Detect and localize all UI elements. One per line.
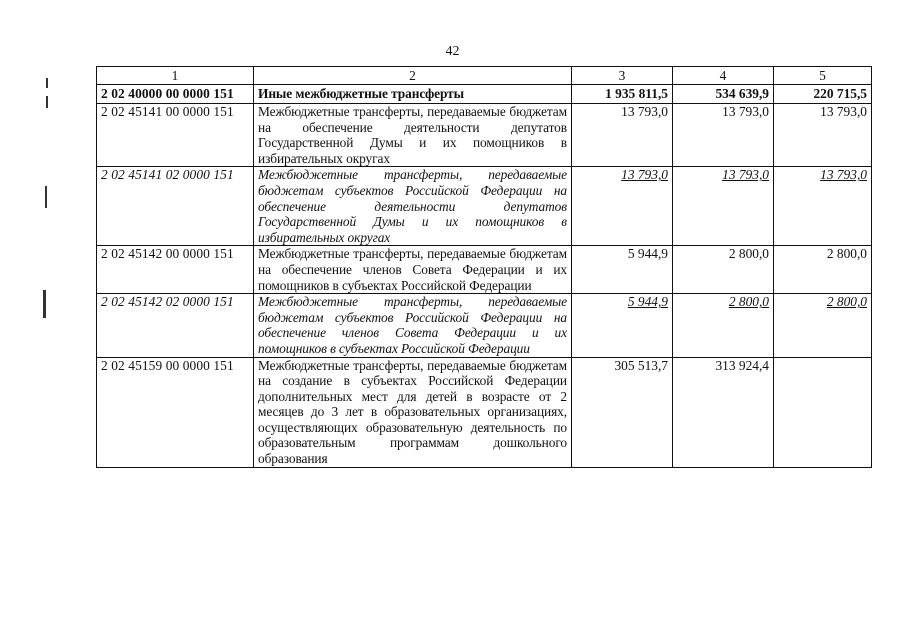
- value-cell: [673, 294, 774, 357]
- code-cell: 2 02 45142 00 0000 151: [97, 246, 254, 294]
- code-cell: 2 02 40000 00 0000 151: [97, 85, 254, 104]
- scan-artifact: [46, 78, 48, 88]
- name-cell: Межбюджетные трансферты, передаваемые бюджетам субъектов Российской Федерации на обеспечение деятельности депутатов Государственной Думы и их помощников в избирательных округах: [254, 167, 572, 246]
- value-text: 13 793,0: [820, 167, 867, 183]
- value-cell: 5 944,9: [572, 246, 673, 294]
- scan-artifact: [46, 96, 48, 108]
- value-text: 13 793,0: [621, 167, 668, 183]
- value-text: 13 793,0: [722, 167, 769, 183]
- value-cell: [572, 294, 673, 357]
- page-number: 42: [445, 44, 460, 59]
- table-row: [97, 357, 872, 467]
- header-row: [97, 67, 872, 85]
- value-cell: [774, 167, 872, 246]
- budget-table: [96, 66, 872, 468]
- scan-artifact: [45, 186, 47, 208]
- value-text: 5 944,9: [627, 294, 668, 310]
- value-text: 2 800,0: [826, 294, 867, 310]
- table-row: [97, 294, 872, 357]
- value-cell: 220 715,5: [774, 85, 872, 104]
- value-cell: [774, 294, 872, 357]
- value-cell: [673, 167, 774, 246]
- code-cell: 2 02 45141 00 0000 151: [97, 104, 254, 167]
- code-cell: 2 02 45159 00 0000 151: [97, 357, 254, 467]
- table-row: [97, 104, 872, 167]
- value-cell: 313 924,4: [673, 357, 774, 467]
- value-cell: [774, 357, 872, 467]
- value-cell: 305 513,7: [572, 357, 673, 467]
- name-cell: Межбюджетные трансферты, передаваемые бюджетам на обеспечение членов Совета Федерации и их помощников в субъектах Российской Федерации: [254, 246, 572, 294]
- name-cell: Межбюджетные трансферты, передаваемые бюджетам на создание в субъектах Российской Федерации дополнительных мест для детей в возрасте от 2 месяцев до 3 лет в образовательных организациях, осуществляющих образовательную деятельность по образовательным программам дошкольного образования: [254, 357, 572, 467]
- value-cell: 13 793,0: [673, 104, 774, 167]
- name-cell: Межбюджетные трансферты, передаваемые бюджетам на обеспечение деятельности депутатов Государственной Думы и их помощников в избирательных округах: [254, 104, 572, 167]
- table-row: [97, 167, 872, 246]
- header-cell: 3: [572, 67, 673, 85]
- header-cell: 5: [774, 67, 872, 85]
- value-cell: 13 793,0: [774, 104, 872, 167]
- name-cell: Иные межбюджетные трансферты: [254, 85, 572, 104]
- value-cell: 2 800,0: [774, 246, 872, 294]
- header-cell: 1: [97, 67, 254, 85]
- value-cell: 2 800,0: [673, 246, 774, 294]
- table-row: [97, 246, 872, 294]
- value-cell: [572, 167, 673, 246]
- code-cell: 2 02 45142 02 0000 151: [97, 294, 254, 357]
- value-cell: 13 793,0: [572, 104, 673, 167]
- header-cell: 2: [254, 67, 572, 85]
- header-cell: 4: [673, 67, 774, 85]
- value-text: 2 800,0: [728, 294, 769, 310]
- value-cell: 1 935 811,5: [572, 85, 673, 104]
- table-row: [97, 85, 872, 104]
- name-cell: Межбюджетные трансферты, передаваемые бюджетам субъектов Российской Федерации на обеспечение членов Совета Федерации и их помощников в субъектах Российской Федерации: [254, 294, 572, 357]
- scan-artifact: [43, 290, 46, 318]
- value-cell: 534 639,9: [673, 85, 774, 104]
- code-cell: 2 02 45141 02 0000 151: [97, 167, 254, 246]
